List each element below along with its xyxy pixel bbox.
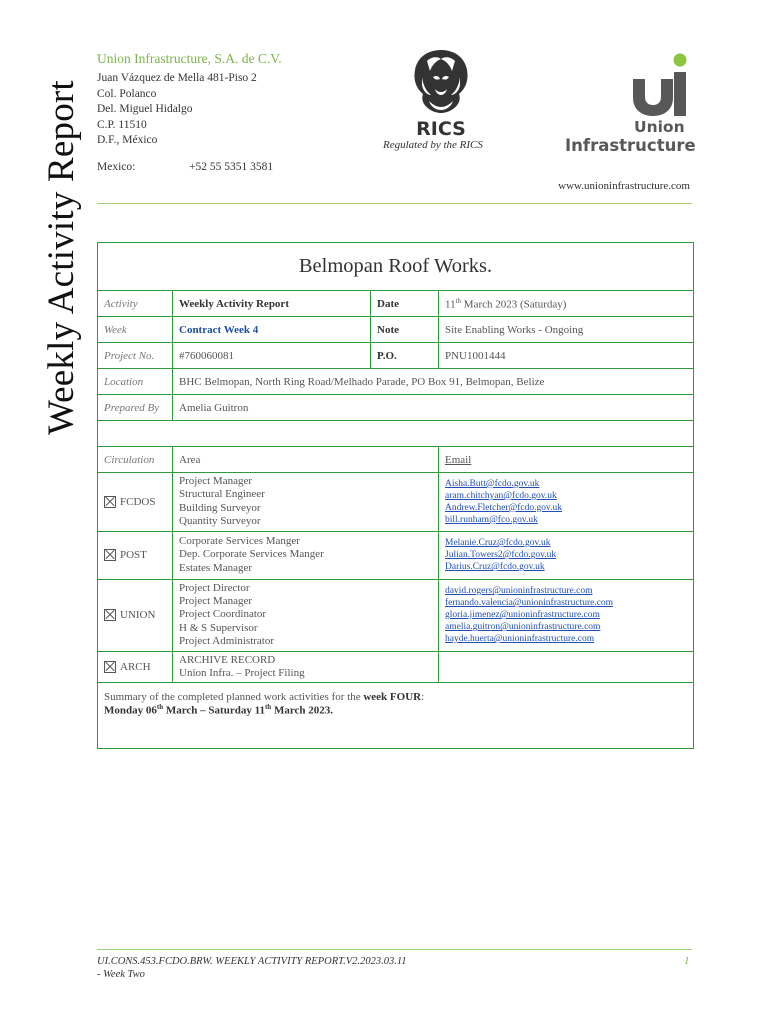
po-label: P.O. [371,343,439,369]
emails-cell [439,579,694,651]
phone-number: +52 55 5351 3581 [189,161,274,173]
roles-cell: ARCHIVE RECORD Union Infra. – Project Filing [173,651,439,683]
email-link[interactable]: gloria.jimenez@unioninfrastructure.com [445,610,600,621]
location-label: Location [98,369,173,395]
circulation-row-union [98,579,694,651]
circulation-header-row [98,447,694,473]
address-line: Del. Miguel Hidalgo [97,103,193,115]
prepared-label: Prepared By [98,395,173,421]
logo-union-text: Union [634,118,685,136]
roles-cell: Corporate Services Manger Dep. Corporate Services Manger Estates Manager [173,531,439,579]
rics-caption: Regulated by the RICS [383,139,483,151]
emails-cell [439,473,694,532]
email-header: Email [439,447,694,473]
footer-divider [97,949,692,950]
logo-infrastructure-text: Infrastructure [565,136,696,155]
phone-label: Mexico: [97,161,136,173]
summary-cell: Summary of the completed planned work activities for the week FOUR: Monday 06th March – Saturday 11th March 2023. [98,683,694,749]
spacer-row [98,421,694,447]
date-value: 11th March 2023 (Saturday) [439,291,694,317]
emails-cell [439,531,694,579]
circulation-row-fcdos [98,473,694,532]
summary-row [98,683,694,749]
email-link[interactable]: Aisha.Butt@fcdo.gov.uk [445,478,540,489]
side-title: Weekly Activity Report [41,80,82,435]
po-value: PNU1001444 [439,343,694,369]
company-name: Union Infrastructure, S.A. de C.V. [97,51,282,66]
email-link[interactable]: david.rogers@unioninfrastructure.com [445,586,593,597]
circulation-row-post [98,531,694,579]
email-link[interactable]: fernando.valencia@unioninfrastructure.com [445,598,614,609]
website: www.unioninfrastructure.com [558,180,690,192]
circulation-row-arch [98,651,694,683]
email-link[interactable]: amelia.guitron@unioninfrastructure.com [445,622,601,633]
report-table [97,242,694,749]
activity-value: Weekly Activity Report [173,291,371,317]
footer-doc-ref: UI.CONS.453.FCDO.BRW. WEEKLY ACTIVITY REPORT.V2.2023.03.11 [97,956,407,967]
project-row [98,343,694,369]
report-title: Belmopan Roof Works. [98,243,694,291]
group-cell: FCDOS [98,473,173,532]
checked-box-icon[interactable] [104,609,116,621]
email-link[interactable]: Julian.Towers2@fcdo.gov.uk [445,550,557,561]
checked-box-icon[interactable] [104,549,116,561]
title-row [98,243,694,291]
footer-week: - Week Two [97,969,145,980]
prepared-value: Amelia Guitron [173,395,694,421]
address-line: C.P. 11510 [97,118,147,131]
rics-logo-text: RICS [416,118,466,139]
email-link[interactable]: Darius.Cruz@fcdo.gov.uk [445,562,545,573]
location-value: BHC Belmopan, North Ring Road/Melhado Parade, PO Box 91, Belmopan, Belize [173,369,694,395]
area-header: Area [173,447,439,473]
email-link[interactable]: Andrew.Fletcher@fcdo.gov.uk [445,502,562,513]
circulation-label: Circulation [98,447,173,473]
group-cell: POST [98,531,173,579]
page-number: 1 [684,955,690,967]
roles-cell: Project Manager Structural Engineer Building Surveyor Quantity Surveyor [173,473,439,532]
week-value: Contract Week 4 [173,317,371,343]
email-link[interactable]: hayde.huerta@unioninfrastructure.com [445,634,595,645]
roles-cell: Project Director Project Manager Project Coordinator H & S Supervisor Project Administrator [173,579,439,651]
company-address [97,71,257,149]
activity-row [98,291,694,317]
checked-box-icon[interactable] [104,661,116,673]
email-link[interactable]: aram.chitchyan@fcdo.gov.uk [445,490,557,501]
email-link[interactable]: Melanie.Cruz@fcdo.gov.uk [445,538,551,549]
footer [97,955,407,981]
week-row [98,317,694,343]
project-label: Project No. [98,343,173,369]
group-cell: ARCH [98,651,173,683]
project-value: #760060081 [173,343,371,369]
note-label: Note [371,317,439,343]
email-link[interactable]: bill.runham@fco.gov.uk [445,514,538,525]
group-cell: UNION [98,579,173,651]
address-line: Juan Vázquez de Mella 481-Piso 2 [97,72,257,84]
checked-box-icon[interactable] [104,496,116,508]
address-line: Col. Polanco [97,87,157,100]
location-row [98,369,694,395]
header-divider [97,203,692,204]
address-line: D.F., México [97,134,158,146]
note-value: Site Enabling Works - Ongoing [439,317,694,343]
prepared-row [98,395,694,421]
date-label: Date [371,291,439,317]
activity-label: Activity [98,291,173,317]
emails-cell [439,651,694,683]
rics-logo [405,47,477,139]
week-label: Week [98,317,173,343]
